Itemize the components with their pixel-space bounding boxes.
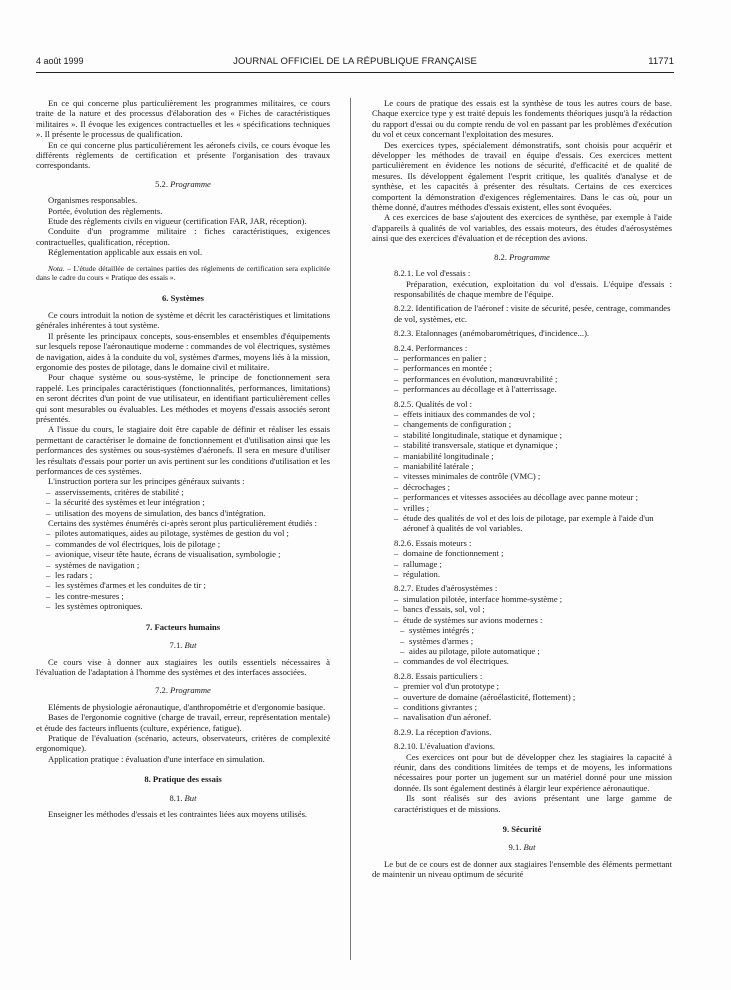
paragraph: Le but de ce cours est de donner aux stagiaires l'ensemble des éléments permettant de maintenir un niveau optimum de sécurité <box>372 858 672 880</box>
subsection-title: Programme <box>170 685 211 696</box>
paragraph: Ils sont réalisés sur des avions présentant une large gamme de caractéristiques et de missions. <box>394 793 672 814</box>
paragraph: Ces exercices ont pour but de développer chez les stagiaires la capacité à réunir, dans des conditions limitées de temps et de moyens, les informations nécessaires pour porter un jugement sur un matériel donné pour une mission donnée. Ils sont également destinés à élargir leur expérience aéronautique. <box>394 751 672 793</box>
list-item: – stabilité longitudinale, statique et dynamique ; <box>394 430 672 440</box>
paragraph: Préparation, exécution, exploitation du vol d'essais. L'équipe d'essais : responsabilités de chaque membre de l'équipe. <box>394 278 672 299</box>
journal-title: JOURNAL OFFICIEL DE LA RÉPUBLIQUE FRANÇAISE <box>233 56 477 67</box>
paragraph: Eléments de physiologie aéronautique, d'anthropométrie et d'ergonomie basique. <box>48 701 326 712</box>
note-text: – L'étude détaillée de certaines parties des règlements de certification sera explicitée dans le cadre du cours « Pratique des essais ». <box>36 263 330 283</box>
list-item: – bancs d'essais, sol, vol ; <box>394 604 672 614</box>
paragraph: Il présente les principaux concepts, sous-ensembles et ensembles d'équipements sur lesquels repose l'aéronautique moderne : commandes de vol électriques, systèmes de navigation, aides à la conduite du vol, systèmes d'armes, moyens liés à la mission, ergonomie des postes de pilotage, dans le domaine civil et militaire. <box>36 330 330 372</box>
paragraph: Enseigner les méthodes d'essais et les contraintes liées aux moyens utilisés. <box>48 808 308 819</box>
paragraph: Portée, évolution des règlements. <box>48 205 163 216</box>
subsection-heading <box>36 793 330 803</box>
list-item: – domaine de fonctionnement ; <box>394 548 672 558</box>
list-item: – maniabilité longitudinale ; <box>394 451 672 461</box>
list-item: – vrilles ; <box>394 503 672 513</box>
list-item: – décrochages ; <box>394 482 672 492</box>
list-item: – les contre-mesures ; <box>46 591 330 601</box>
numbered-item: 8.2.8. Essais particuliers : <box>394 670 483 681</box>
numbered-item: 8.2.1. Le vol d'essais : <box>394 268 471 279</box>
list-item: – stabilité transversale, statique et dynamique ; <box>394 440 672 450</box>
paragraph: Ce cours introduit la notion de système et décrit les caractéristiques et limitations générales inhérentes à tout système. <box>36 309 330 331</box>
list-item: – les systèmes optroniques. <box>46 601 330 611</box>
subsection-title: Programme <box>509 251 550 262</box>
list-item: – performances en montée ; <box>394 363 672 373</box>
list-item: – navalisation d'un aéronef. <box>394 712 672 722</box>
list-item: – les radars ; <box>46 570 330 580</box>
paragraph: Pour chaque système ou sous-système, le principe de fonctionnement sera rappelé. Les principales caractéristiques (fonctionnalités, performances, limitations) en seront décrites d'un point de vue utilisateur, en identifiant particulièrement celles qui sont mesurables ou évaluables. Les méthodes et moyens d'essais associés seront présentés. <box>36 372 330 424</box>
subsection-title: But <box>184 640 197 651</box>
subsection-number: 8.1. <box>169 792 183 803</box>
list-item: – premier vol d'un prototype ; <box>394 681 672 691</box>
list-item: – vitesses minimales de contrôle (VMC) ; <box>394 471 672 481</box>
bullet-list <box>36 528 330 611</box>
list-item: – maniabilité latérale ; <box>394 461 672 471</box>
paragraph: Bases de l'ergonomie cognitive (charge de travail, erreur, représentation mentale) et étude des facteurs influents (culture, expérience, fatigue). <box>36 712 330 733</box>
section-heading: 7. Facteurs humains <box>145 621 221 632</box>
list-item: – systèmes de navigation ; <box>46 560 330 570</box>
subsection-number: 7.2. <box>155 685 168 696</box>
list-item: – performances en palier ; <box>394 353 672 363</box>
header-rule <box>36 72 674 73</box>
subsection-title: But <box>184 792 197 803</box>
list-item: – utilisation des moyens de simulation, des bancs d'intégration. <box>46 508 330 518</box>
bullet-list <box>372 681 672 723</box>
list-item: – performances au décollage et à l'atterrissage. <box>394 384 672 394</box>
list-item: – effets initiaux des commandes de vol ; <box>394 409 672 419</box>
bullet-list <box>372 594 672 625</box>
subsection-heading <box>372 842 672 852</box>
numbered-item: 8.2.7. Etudes d'aérosystèmes : <box>394 583 498 594</box>
column-divider <box>350 98 351 960</box>
section-heading: 6. Systèmes <box>161 292 204 303</box>
list-item: – conditions givrantes ; <box>394 702 672 712</box>
numbered-item: 8.2.6. Essais moteurs : <box>394 537 472 548</box>
paragraph: Etude des règlements civils en vigueur (certification FAR, JAR, réception). <box>48 216 307 227</box>
numbered-item: 8.2.5. Qualités de vol : <box>394 398 473 409</box>
list-item: – simulation pilotée, interface homme-système ; <box>394 594 672 604</box>
paragraph: A l'issue du cours, le stagiaire doit être capable de définir et réaliser les essais permettant de caractériser le domaine de fonctionnement et d'utilisation ainsi que les performances des systèmes ou sous-systèmes d'aéronefs. Il sera en mesure d'utiliser les résultats d'essais pour porter un avis pertinent sur les conditions d'utilisation et les performances de ces systèmes. <box>36 424 330 476</box>
paragraph: Application pratique : évaluation d'une interface en simulation. <box>48 753 265 764</box>
paragraph: A ces exercices de base s'ajoutent des exercices de synthèse, par exemple à l'aide d'appareils à qualités de vol variables, des essais moteurs, des études d'aérosystèmes ainsi que des exercices d'évaluation et de réception des avions. <box>372 212 672 244</box>
subsection-heading <box>36 685 330 695</box>
paragraph: Organismes responsables. <box>48 195 138 206</box>
bullet-list <box>372 353 672 395</box>
bullet-list <box>372 548 672 579</box>
paragraph: Certains des systèmes énumérés ci-après seront plus particulièrement étudiés : <box>48 518 317 529</box>
right-column <box>372 98 672 880</box>
paragraph: En ce qui concerne plus particulièrement les programmes militaires, ce cours traite de la nature et des processus d'élaboration des « Fiches de caractéristiques militaires ». Il évoque les exigences contractuelles et les « spécifications techniques ». Il présente le processus de qualification. <box>36 98 330 140</box>
list-item: – performances en évolution, manœuvrabilité ; <box>394 374 672 384</box>
paragraph: Des exercices types, spécialement démonstratifs, sont choisis pour acquérir et développer les méthodes de travail en équipe d'essais. Ces exercices mettent particulièrement en évidence les notions de sécurité, d'efficacité et de qualité de mesures. Ils développent également l'esprit critique, les qualités d'analyse et de synthèse, et les capacités à présenter des résultats. Certains de ces exercices comportent la démonstration d'exigences réglementaires. Dans le cas où, pour un thème donné, d'autres méthodes d'essais existent, elles sont évoquées. <box>372 139 672 213</box>
note <box>36 264 330 283</box>
subsection-heading <box>36 640 330 650</box>
list-item: – rallumage ; <box>394 559 672 569</box>
list-item: – les systèmes d'armes et les conduites de tir ; <box>46 580 330 590</box>
list-item: – pilotes automatiques, aides au pilotage, systèmes de gestion du vol ; <box>46 528 330 538</box>
bullet-list <box>372 656 672 666</box>
subsection-number: 5.2. <box>155 178 168 189</box>
issue-date: 4 août 1999 <box>36 56 84 66</box>
subsection-number: 7.1. <box>169 640 183 651</box>
paragraph: En ce qui concerne plus particulièrement les aéronefs civils, ce cours évoque les différents règlements de certification et présente l'organisation des travaux correspondants. <box>36 139 330 171</box>
list-item: – systèmes d'armes ; <box>400 636 672 646</box>
note-label: Nota. <box>48 263 65 273</box>
bullet-list <box>36 487 330 518</box>
list-item: – asservissements, critères de stabilité ; <box>46 487 330 497</box>
list-item: – changements de configuration ; <box>394 419 672 429</box>
section-heading: 8. Pratique des essais <box>144 774 222 785</box>
paragraph: Ce cours vise à donner aux stagiaires les outils essentiels nécessaires à l'évaluation de l'adaptation à l'homme des systèmes et des interfaces associées. <box>36 656 330 677</box>
numbered-item: 8.2.3. Etalonnages (anémobarométriques, d'incidence...). <box>394 328 590 339</box>
paragraph: L'instruction portera sur les principes généraux suivants : <box>48 476 245 487</box>
list-item: – étude de systèmes sur avions modernes : <box>394 615 672 625</box>
subsection-number: 8.2. <box>494 251 507 262</box>
section-heading: 9. Sécurité <box>502 824 542 834</box>
paragraph: Réglementation applicable aux essais en vol. <box>48 247 203 258</box>
nested-bullet-list <box>372 625 672 656</box>
list-item: – ouverture de domaine (aéroélasticité, flottement) ; <box>394 692 672 702</box>
page-number: 11771 <box>648 56 674 67</box>
list-item: – avionique, viseur tête haute, écrans de visualisation, symbologie ; <box>46 549 330 559</box>
numbered-item: 8.2.9. La réception d'avions. <box>394 726 492 737</box>
list-item: – performances et vitesses associées au décollage avec panne moteur ; <box>394 492 672 502</box>
list-item: – la sécurité des systèmes et leur intégration ; <box>46 497 330 507</box>
paragraph: Conduite d'un programme militaire : fiches caractéristiques, exigences contractuelles, qualification, réception. <box>36 226 330 247</box>
subsection-title: Programme <box>170 178 211 189</box>
subsection-number: 9.1. <box>508 842 522 853</box>
paragraph: Pratique de l'évaluation (scénario, acteurs, observateurs, critères de complexité ergonomique). <box>36 732 330 754</box>
numbered-item: 8.2.10. L'évaluation d'avions. <box>394 741 495 752</box>
list-item: – commandes de vol électriques, lois de pilotage ; <box>46 539 330 549</box>
list-item: – aides au pilotage, pilote automatique ; <box>400 646 672 656</box>
bullet-list <box>372 409 672 534</box>
subsection-heading <box>36 179 330 189</box>
subsection-heading <box>372 252 672 262</box>
list-item: – commandes de vol électriques. <box>394 656 672 666</box>
paragraph: Le cours de pratique des essais est la synthèse de tous les autres cours de base. Chaque exercice type y est traité depuis les fondements théoriques jusqu'à la rédaction du rapport d'essai ou du compte rendu de vol en passant par les problèmes d'exécution du vol et ceux concernant l'exploitation des mesures. <box>372 98 672 140</box>
subsection-title: But <box>523 842 536 853</box>
numbered-item: 8.2.2. Identification de l'aéronef : visite de sécurité, pesée, centrage, commandes de vol, systèmes, etc. <box>394 303 671 324</box>
numbered-item: 8.2.4. Performances : <box>394 342 468 353</box>
list-item: – étude des qualités de vol et des lois de pilotage, par exemple à l'aide d'un aéronef à qualités de vol variables. <box>394 513 672 534</box>
list-item: – régulation. <box>394 569 672 579</box>
running-header <box>36 56 674 68</box>
left-column <box>36 98 330 819</box>
list-item: – systèmes intégrés ; <box>400 625 672 635</box>
